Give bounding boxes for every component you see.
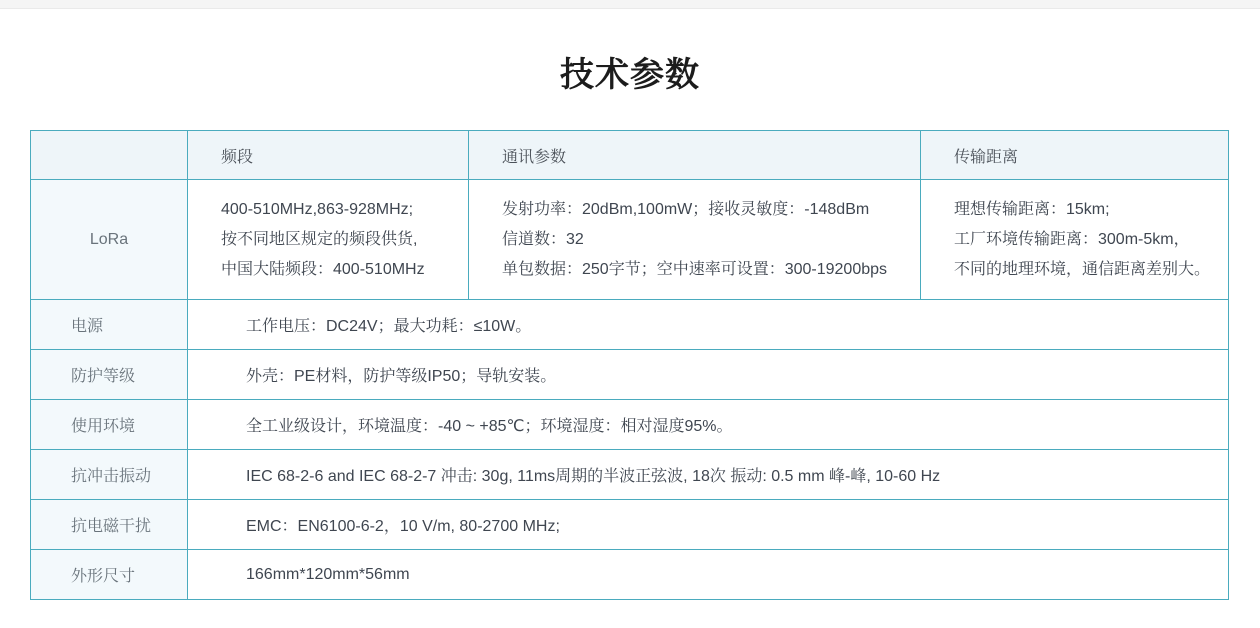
lora-row-label: LoRa	[31, 180, 188, 300]
row-label: 抗电磁干扰	[31, 500, 188, 550]
table-row-environment	[31, 400, 1229, 450]
header-cell-communication: 通讯参数	[469, 131, 921, 180]
table-row-emi	[31, 500, 1229, 550]
row-value: EMC：EN6100-6-2，10 V/m, 80-2700 MHz;	[188, 500, 1229, 550]
distance-line: 工厂环境传输距离：300m-5km，	[954, 230, 1190, 248]
row-value: 全工业级设计，环境温度：-40 ~ +85℃；环境湿度：相对湿度95%。	[188, 400, 1229, 450]
header-cell-empty	[31, 131, 188, 180]
communication-line: 发射功率：20dBm,100mW；接收灵敏度：-148dBm	[502, 200, 870, 218]
row-label: 使用环境	[31, 400, 188, 450]
communication-line: 信道数：32	[502, 230, 584, 248]
table-row-dimensions	[31, 550, 1229, 600]
communication-line: 单包数据：250字节；空中速率可设置：300-19200bps	[502, 260, 888, 278]
row-label: 外形尺寸	[31, 550, 188, 600]
top-bar	[0, 0, 1260, 9]
row-label: 抗冲击振动	[31, 450, 188, 500]
table-header-row	[31, 131, 1229, 180]
lora-communication-cell	[469, 180, 921, 300]
lora-frequency-cell	[188, 180, 469, 300]
page-title: 技术参数	[560, 56, 700, 94]
row-label: 防护等级	[31, 350, 188, 400]
header-cell-distance: 传输距离	[921, 131, 1229, 180]
table-row-protection	[31, 350, 1229, 400]
frequency-line: 中国大陆频段：400-510MHz	[221, 260, 425, 278]
row-label: 电源	[31, 300, 188, 350]
lora-distance-cell	[921, 180, 1229, 300]
header-cell-frequency: 频段	[188, 131, 469, 180]
row-value: 166mm*120mm*56mm	[188, 550, 1229, 600]
table-row-power	[31, 300, 1229, 350]
table-row-shock-vibration	[31, 450, 1229, 500]
distance-line: 理想传输距离：15km;	[954, 200, 1110, 218]
row-value: 外壳：PE材料，防护等级IP50；导轨安装。	[188, 350, 1229, 400]
row-value: 工作电压：DC24V；最大功耗：≤10W。	[188, 300, 1229, 350]
frequency-line: 400-510MHz,863-928MHz;	[221, 200, 414, 218]
lora-row	[31, 180, 1229, 300]
frequency-line: 按不同地区规定的频段供货,	[221, 230, 418, 248]
row-value: IEC 68-2-6 and IEC 68-2-7 冲击: 30g, 11ms周期的半波正弦波, 18次 振动: 0.5 mm 峰-峰, 10-60 Hz	[188, 450, 1229, 500]
distance-line: 不同的地理环境，通信距离差别大。	[954, 260, 1211, 278]
spec-table	[30, 130, 1229, 600]
